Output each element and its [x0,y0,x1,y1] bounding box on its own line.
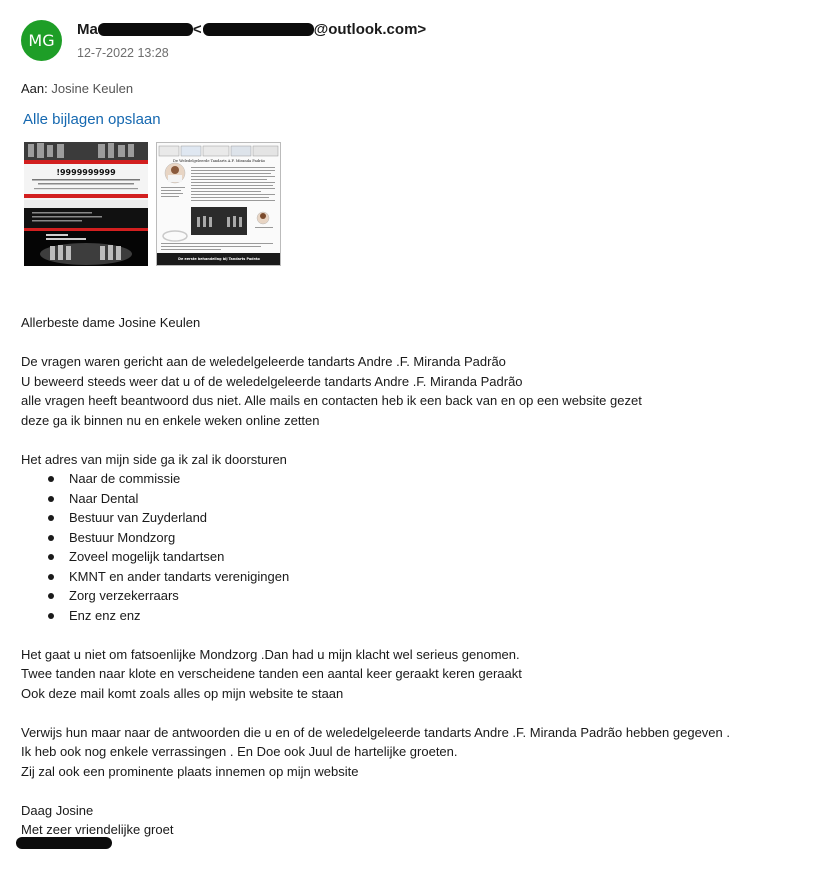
thumbnail-page-title: De Weledelgeleerde Tandarts A.F. Miranda Padrão [172,159,266,163]
save-all-attachments-link[interactable]: Alle bijlagen opslaan [23,111,161,128]
body-line: deze ga ik binnen nu en enkele weken online zetten [21,412,320,428]
sender-email-domain: @outlook.com> [313,21,427,38]
list-item: Bestuur van Zuyderland [69,508,811,528]
website-page-image [157,143,280,265]
recipient-name[interactable]: Josine Keulen [51,81,134,96]
body-line: Ik heb ook nog enkele verrassingen . En Doe ook Juul de hartelijke groeten. [21,744,458,759]
list-intro: Het adres van mijn side ga ik zal ik doorsturen [21,451,287,467]
redacted-signature [16,837,112,849]
recipients-line [21,81,133,96]
body-line: Ook deze mail komt zoals alles op mijn website te staan [21,685,344,701]
email-body [21,313,811,840]
sender-name-start: Ma [77,21,98,38]
attachment-thumbnail-website[interactable] [156,142,281,266]
redacted-email-user [203,23,314,36]
body-line: Zij zal ook een prominente plaats innemen op mijn website [21,763,359,779]
greeting: Allerbeste dame Josine Keulen [21,315,201,330]
list-item: Naar Dental [69,489,811,509]
list-item: Bestuur Mondzorg [69,528,811,548]
thumbnail-page-footer: De eerste behandeling bij Tandarts Padrão [178,257,260,261]
closing-line: Met zeer vriendelijke groet [21,822,174,837]
sender-bracket-open: < [192,21,202,38]
list-item: Zorg verzekerraars [69,586,811,606]
attachment-thumbnail-xray[interactable] [24,142,148,266]
body-line: De vragen waren gericht aan de weledelgeleerde tandarts Andre .F. Miranda Padrão [21,354,506,369]
list-item: Enz enz enz [69,606,811,626]
body-line: alle vragen heeft beantwoord dus niet. Alle mails en contacten heb ik een back van en op een website gezet [21,393,642,408]
to-label: Aan: [21,81,48,96]
closing-line: Daag Josine [21,802,94,818]
xray-collage-image [24,142,148,266]
timestamp: 12-7-2022 13:28 [77,46,169,60]
thumbnail-highlight-text: !9999999999 [56,168,116,177]
body-line: Twee tanden naar klote en verscheidene tanden een aantal keer geraakt keren geraakt [21,666,522,681]
list-item: Zoveel mogelijk tandartsen [69,547,811,567]
sender-line[interactable] [77,21,426,38]
avatar[interactable]: MG [21,20,62,61]
recipient-bullet-list [21,469,811,625]
list-item: Naar de commissie [69,469,811,489]
body-line: Verwijs hun maar naar de antwoorden die u en of de weledelgeleerde tandarts Andre .F. Miranda Padrão hebben gegeven . [21,724,730,740]
body-line: U beweerd steeds weer dat u of de weledelgeleerde tandarts Andre .F. Miranda Padrão [21,373,523,389]
redacted-sender-name [98,23,193,36]
list-item: KMNT en ander tandarts verenigingen [69,567,811,587]
body-line: Het gaat u niet om fatsoenlijke Mondzorg .Dan had u mijn klacht wel serieus genomen. [21,646,520,662]
